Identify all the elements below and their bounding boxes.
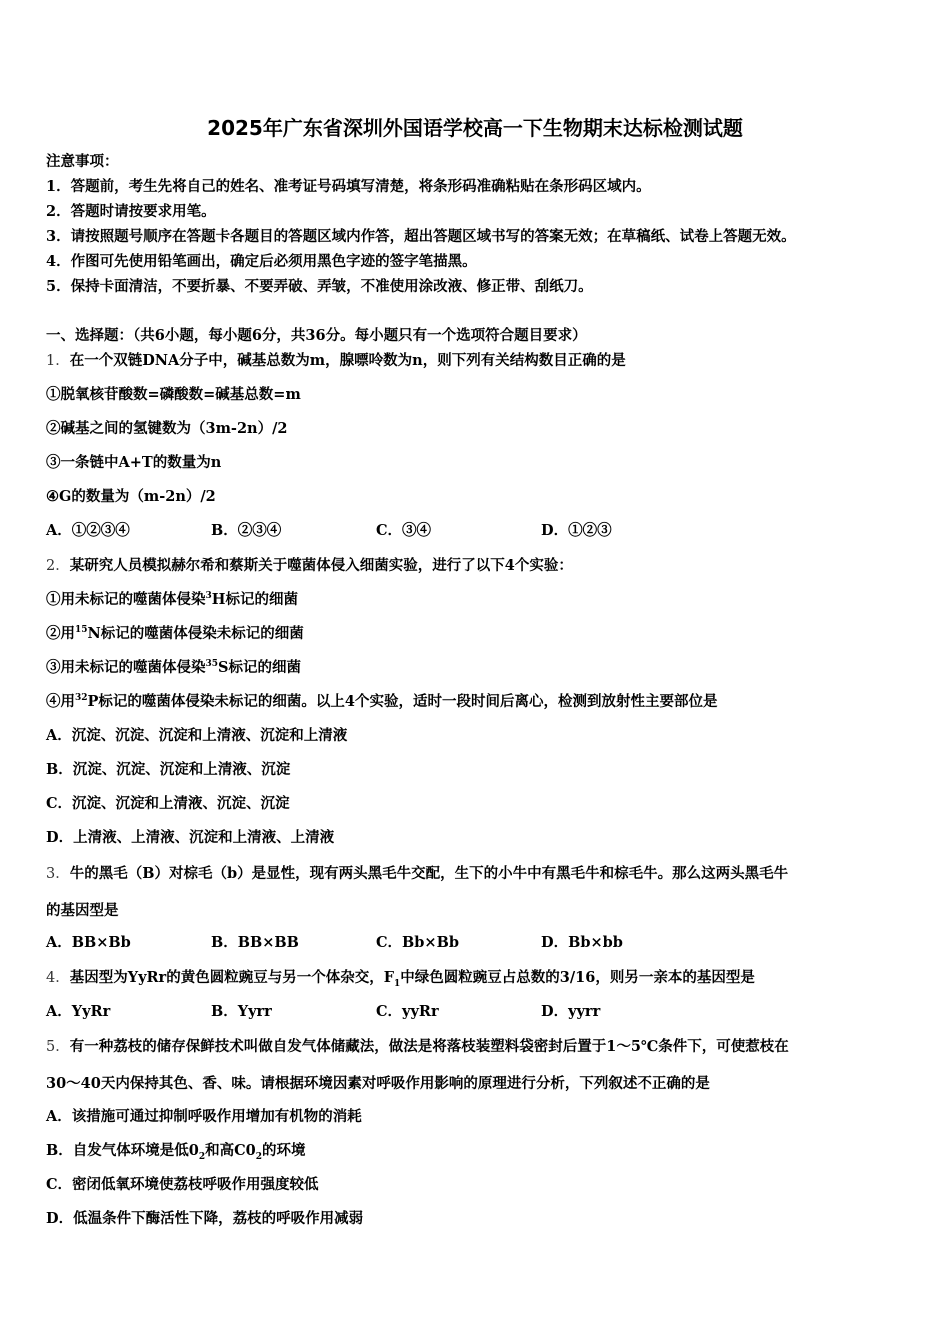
q1-item: ④G的数量为（m-2n）/2 [46,488,216,505]
question-3 [46,864,788,884]
question-5 [46,1037,789,1057]
notice-heading: 注意事项： [46,153,119,170]
q1-option-d[interactable]: D．①②③ [541,522,612,539]
question-number: 2． [46,558,70,574]
q4-option-c[interactable]: C．yyRr [376,1003,439,1020]
q2-option-d[interactable]: D．上清液、上清液、沉淀和上清液、上清液 [46,829,335,846]
question-stem: 牛的黑毛（B）对棕毛（b）是显性，现有两头黑毛牛交配，生下的小牛中有黑毛牛和棕毛牛。那么这两头黑毛牛 [69,865,789,882]
q1-option-c[interactable]: C．③④ [376,522,432,539]
question-stem-continued: 的基因型是 [46,902,119,919]
question-number: 4． [46,970,70,986]
q1-item: ①脱氧核苷酸数=磷酸数=碱基总数=m [46,386,301,403]
q5-option-d[interactable]: D．低温条件下酶活性下降，荔枝的呼吸作用减弱 [46,1210,364,1227]
q3-option-a[interactable]: A．BB×Bb [46,934,131,951]
notice-item: 3．请按照题号顺序在答题卡各题目的答题区域内作答，超出答题区域书写的答案无效；在草稿纸、试卷上答题无效。 [46,228,796,245]
question-stem-continued: 30～40天内保持其色、香、味。请根据环境因素对呼吸作用影响的原理进行分析，下列叙述不正确的是 [46,1075,710,1092]
q3-option-b[interactable]: B．BB×BB [211,934,299,951]
question-stem: 有一种荔枝的储存保鲜技术叫做自发气体储藏法，做法是将落枝装塑料袋密封后置于1～5℃条件下，可使惹枝在 [69,1038,789,1055]
question-1 [46,351,626,371]
notice-item: 2．答题时请按要求用笔。 [46,203,216,220]
q2-option-c[interactable]: C．沉淀、沉淀和上清液、沉淀、沉淀 [46,795,290,812]
q2-item: ③用未标记的噬菌体侵染$^{35}$S标记的细菌 [46,659,302,676]
q2-option-b[interactable]: B．沉淀、沉淀、沉淀和上清液、沉淀 [46,761,291,778]
q2-item: ①用未标记的噬菌体侵染$^3$H标记的细菌 [46,591,298,608]
q4-option-d[interactable]: D．yyrr [541,1003,601,1020]
notice-item: 5．保持卡面清洁，不要折暴、不要弄破、弄皱，不准使用涂改液、修正带、刮纸刀。 [46,278,593,295]
section-heading: 一、选择题：（共6小题，每小题6分，共36分。每小题只有一个选项符合题目要求） [46,327,587,344]
q1-option-b[interactable]: B．②③④ [211,522,282,539]
question-4: 4．基因型为YyRr的黄色圆粒豌豆与另一个体杂交，$F_1$中绿色圆粒豌豆占总数的3/16，则另一亲本的基因型是 [46,969,755,989]
q2-item: ④用$^{32}$P标记的噬菌体侵染未标记的细菌。以上4个实验，适时一段时间后离心，检测到放射性主要部位是 [46,693,718,710]
q1-option-a[interactable]: A．①②③④ [46,522,130,539]
q3-option-c[interactable]: C．Bb×Bb [376,934,459,951]
question-number: 3． [46,866,70,882]
question-2 [46,556,573,576]
q1-item: ②碱基之间的氢键数为（3m-2n）/2 [46,420,288,437]
q4-option-b[interactable]: B．Yyrr [211,1003,272,1020]
exam-title: 2025年广东省深圳外国语学校高一下生物期末达标检测试题 [207,116,743,140]
q5-option-b[interactable]: B．自发气体环境是低$0_2$和高$C0_2$的环境 [46,1142,306,1162]
q4-option-a[interactable]: A．YyRr [46,1003,111,1020]
question-number: 5． [46,1039,70,1055]
notice-item: 4．作图可先使用铅笔画出，确定后必须用黑色字迹的签字笔描黑。 [46,253,477,270]
q5-option-c[interactable]: C．密闭低氧环境使荔枝呼吸作用强度较低 [46,1176,319,1193]
q2-option-a[interactable]: A．沉淀、沉淀、沉淀和上清液、沉淀和上清液 [46,727,348,744]
question-stem: 某研究人员模拟赫尔希和蔡斯关于噬菌体侵入细菌实验，进行了以下4个实验： [69,557,573,574]
q2-item: ②用$^{15}$N标记的噬菌体侵染未标记的细菌 [46,625,304,642]
question-stem: 在一个双链DNA分子中，碱基总数为m，腺嘌呤数为n，则下列有关结构数目正确的是 [69,352,626,369]
q3-option-d[interactable]: D．Bb×bb [541,934,623,951]
notice-item: 1．答题前，考生先将自己的姓名、准考证号码填写清楚，将条形码准确粘贴在条形码区域内。 [46,178,651,195]
q5-option-a[interactable]: A．该措施可通过抑制呼吸作用增加有机物的消耗 [46,1108,362,1125]
question-number: 1． [46,353,70,369]
q1-item: ③一条链中A+T的数量为n [46,454,222,471]
